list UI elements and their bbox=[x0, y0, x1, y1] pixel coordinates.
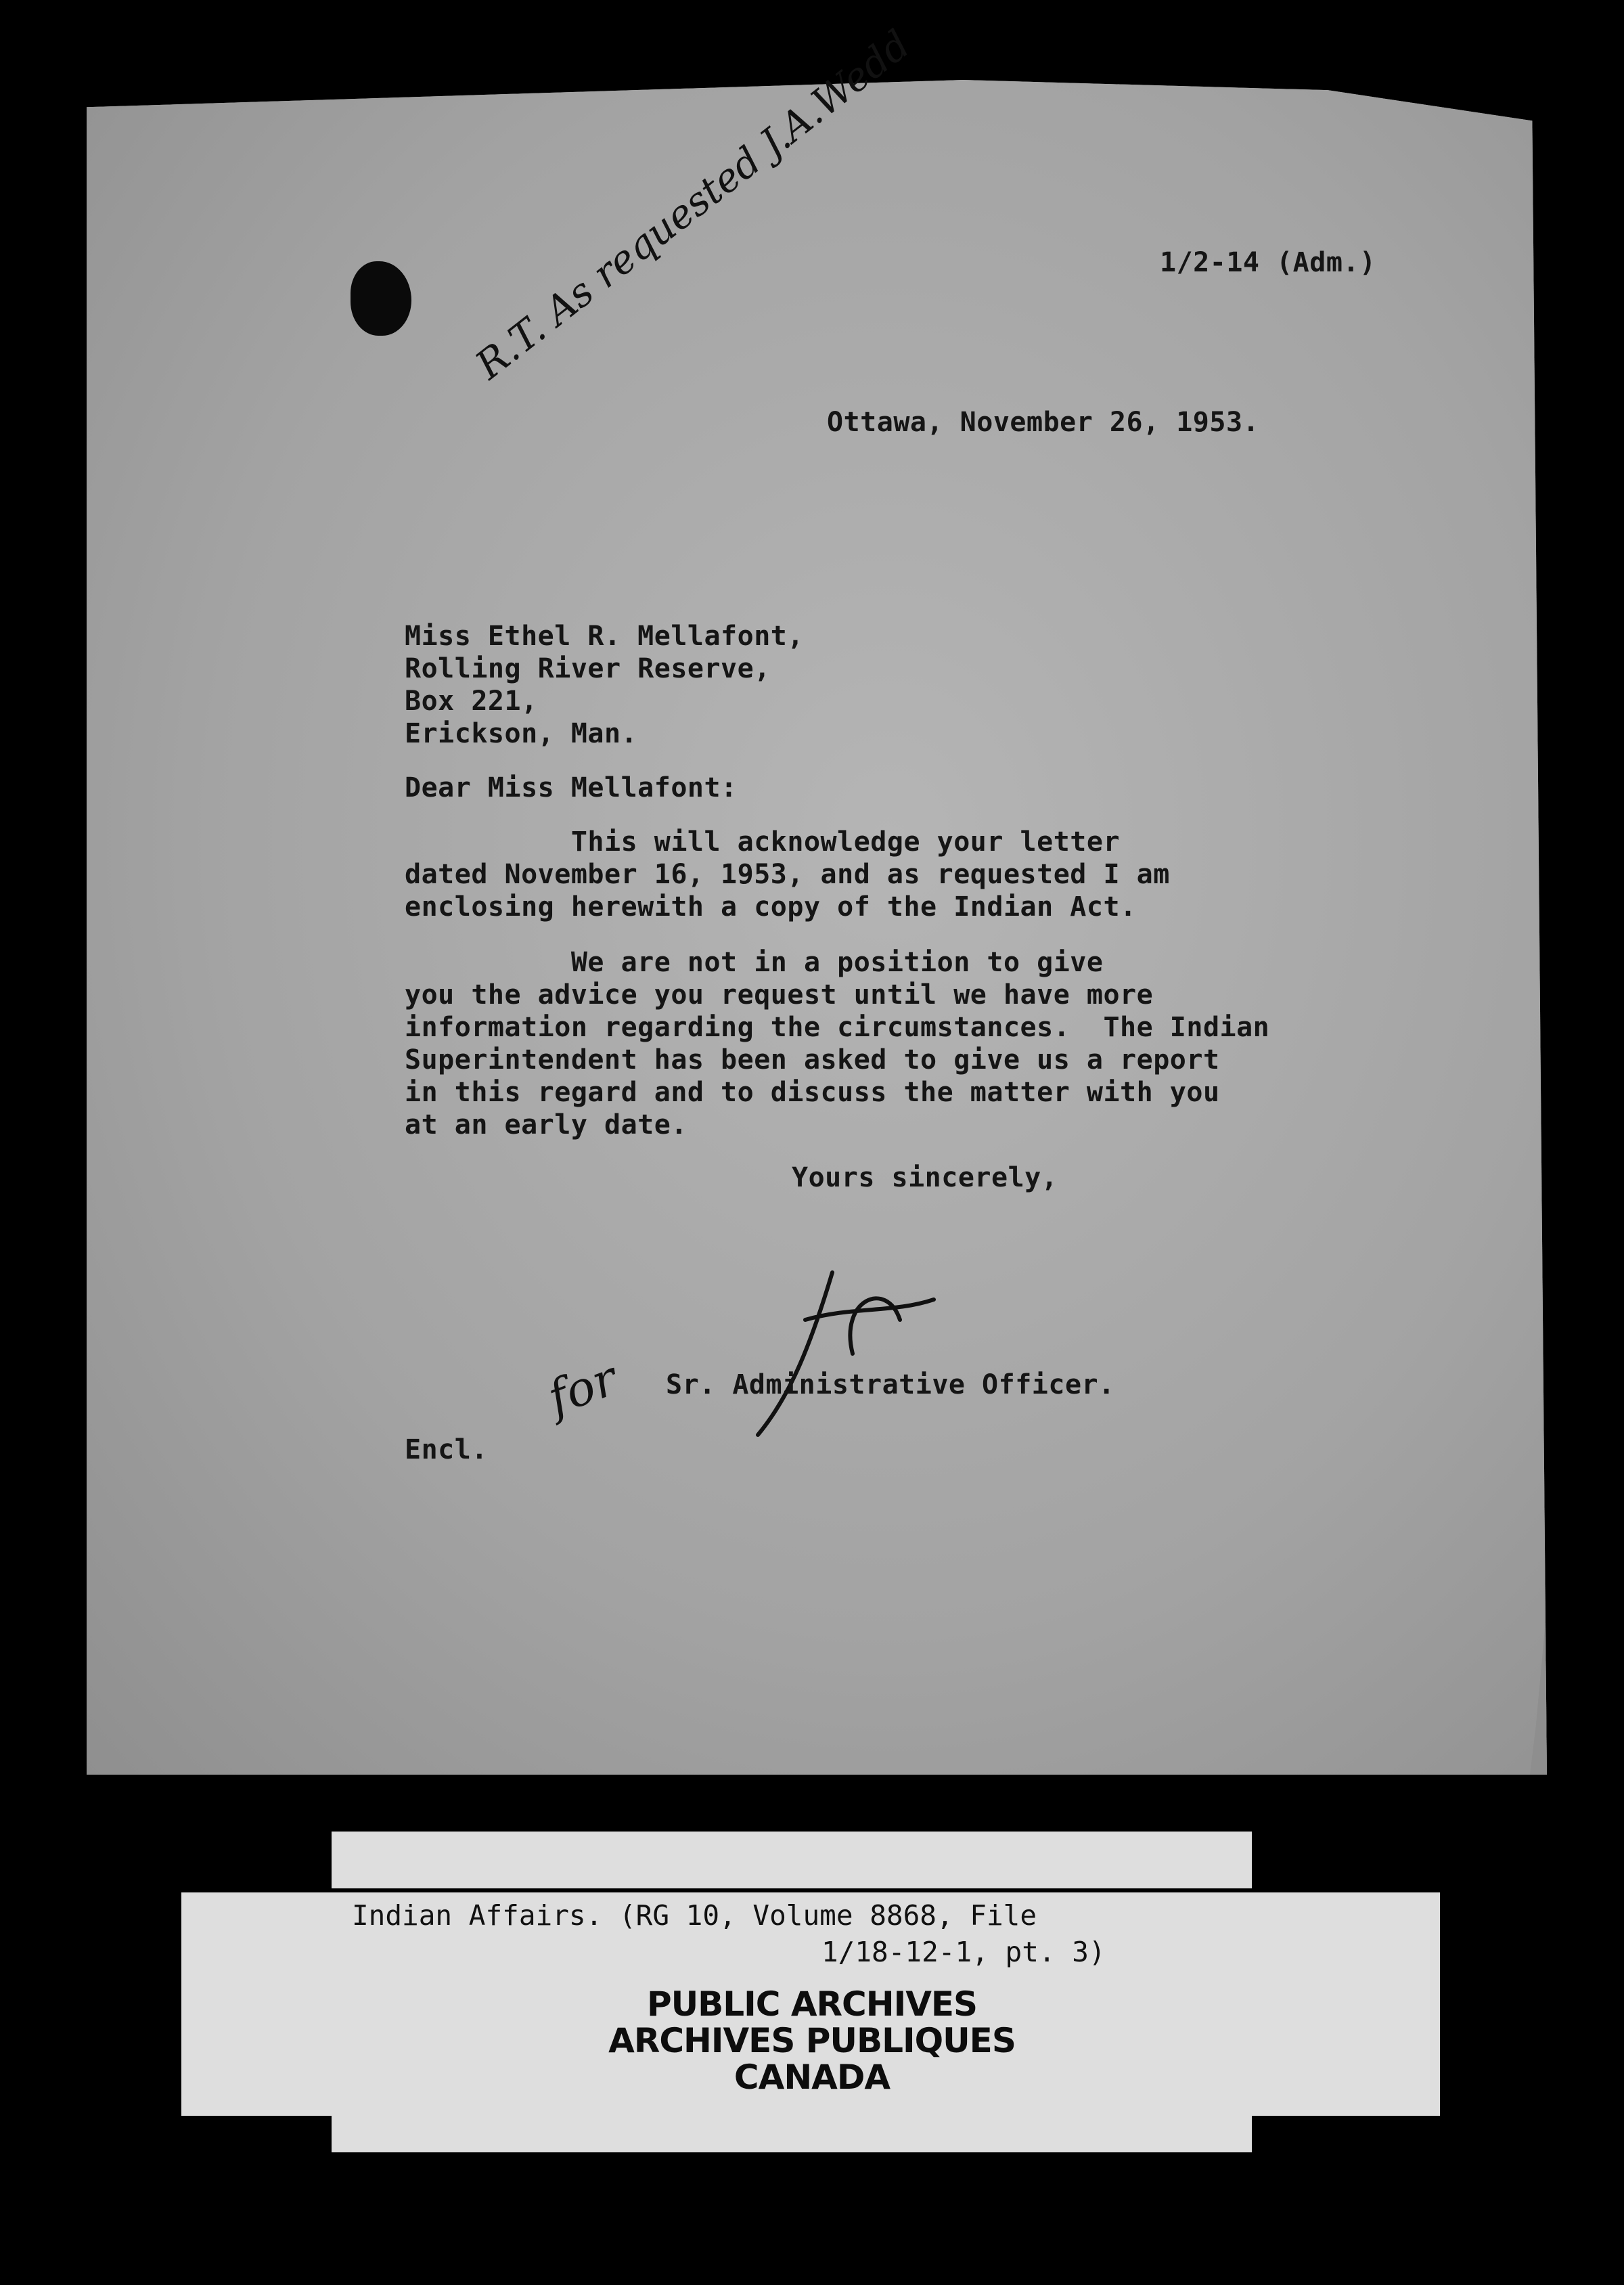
addressee-line: Miss Ethel R. Mellafont, bbox=[405, 621, 804, 652]
body-line: in this regard and to discuss the matter with you bbox=[405, 1077, 1220, 1108]
addressee-line: Rolling River Reserve, bbox=[405, 653, 771, 684]
archive-stamp bbox=[474, 1986, 1150, 2095]
closing: Yours sincerely, bbox=[792, 1162, 1058, 1193]
salutation: Dear Miss Mellafont: bbox=[405, 772, 738, 803]
body-line: you the advice you request until we have more bbox=[405, 979, 1154, 1011]
archive-stamp-line: PUBLIC ARCHIVES bbox=[646, 1984, 978, 2024]
paper-hole bbox=[351, 261, 411, 336]
letter-page bbox=[87, 73, 1547, 1775]
addressee-block bbox=[405, 620, 804, 750]
enclosure-note: Encl. bbox=[405, 1434, 488, 1465]
addressee-line: Erickson, Man. bbox=[405, 718, 638, 749]
archive-label-top bbox=[332, 1832, 1252, 1888]
date-line: Ottawa, November 26, 1953. bbox=[827, 407, 1260, 438]
signature-prefix: for bbox=[541, 1350, 625, 1426]
torn-edge bbox=[1521, 1440, 1596, 1846]
body-line: We are not in a position to give bbox=[405, 947, 1104, 978]
body-line: This will acknowledge your letter bbox=[405, 826, 1121, 858]
archive-stamp-line: CANADA bbox=[734, 2058, 890, 2097]
body-line: dated November 16, 1953, and as requested I am bbox=[405, 859, 1170, 890]
archive-stamp-line: ARCHIVES PUBLIQUES bbox=[608, 2021, 1016, 2060]
handwritten-note: R.T. As requested J.A.Wedd bbox=[467, 21, 919, 389]
body-line: Superintendent has been asked to give us a report bbox=[405, 1044, 1220, 1075]
archive-citation-line-2: 1/18-12-1, pt. 3) bbox=[821, 1936, 1106, 1968]
body-paragraph-1 bbox=[405, 826, 1170, 923]
archive-citation-line-1: Indian Affairs. (RG 10, Volume 8868, File bbox=[352, 1899, 1037, 1932]
archive-label-bottom bbox=[332, 2112, 1252, 2152]
signature-mark bbox=[731, 1259, 961, 1448]
body-line: at an early date. bbox=[405, 1109, 687, 1140]
signature-title: Sr. Administrative Officer. bbox=[666, 1369, 1115, 1400]
body-line: information regarding the circumstances. The Indian bbox=[405, 1012, 1270, 1043]
body-paragraph-2 bbox=[405, 946, 1269, 1141]
addressee-line: Box 221, bbox=[405, 686, 538, 717]
file-reference: 1/2-14 (Adm.) bbox=[1160, 247, 1376, 278]
body-line: enclosing herewith a copy of the Indian Act. bbox=[405, 891, 1137, 923]
